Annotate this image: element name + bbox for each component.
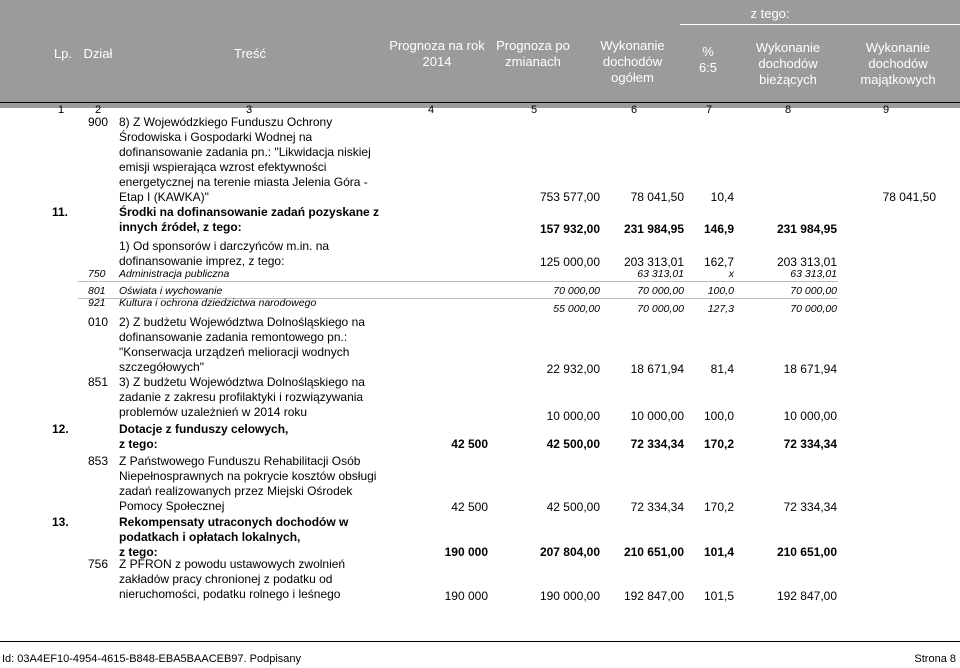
- row-756-biez: 192 847,00: [776, 589, 837, 603]
- row-853-prog-rok: 42 500: [451, 500, 488, 514]
- table-header: [0, 0, 960, 108]
- row-12-tresc: Dotacje z funduszy celowych, z tego:: [119, 422, 289, 451]
- col-number: 7: [706, 104, 713, 116]
- row-853-dzial: 853: [88, 454, 109, 468]
- header-pct: % 6:5: [698, 44, 718, 75]
- row-11-prog-po: 157 932,00: [539, 222, 600, 236]
- row-11a-prog-po: 125 000,00: [539, 255, 600, 269]
- row-801-pct: 100,0: [707, 285, 734, 297]
- footer-page-number: Strona 8: [914, 653, 956, 665]
- row-801-dzial: 801: [88, 285, 106, 297]
- row-010-prog-po: 22 932,00: [546, 362, 600, 376]
- row-11-pct: 146,9: [703, 222, 734, 236]
- row-12-prog-po: 42 500,00: [546, 437, 600, 451]
- header-bottom-line: [0, 102, 960, 103]
- col-number: 3: [246, 104, 253, 116]
- row-853-tresc: Z Państwowego Funduszu Rehabilitacji Osób Niepełnosprawnych na pokrycie kosztów obsługi zadań realizowanych przez Miejski Ośrodek Pomocy Społecznej: [119, 454, 377, 513]
- row-921-prog-po: 55 000,00: [553, 303, 600, 315]
- row-11a-wyk: 203 313,01: [623, 255, 684, 269]
- row-801-wyk: 70 000,00: [637, 285, 684, 297]
- row-851-pct: 100,0: [703, 409, 734, 423]
- header-z-tego: z tego:: [750, 6, 790, 21]
- row-921-biez: 70 000,00: [790, 303, 837, 315]
- page-footer: [0, 641, 960, 668]
- row-12-lp: 12.: [52, 422, 69, 436]
- row-13-prog-rok: 190 000: [444, 545, 488, 559]
- row-010-wyk: 18 671,94: [630, 362, 684, 376]
- row-921-pct: 127,3: [707, 303, 734, 315]
- row-750-wyk: 63 313,01: [637, 268, 684, 280]
- row-900-wyk: 78 041,50: [630, 190, 684, 204]
- col-number: 4: [428, 104, 435, 116]
- col-number: 2: [95, 104, 102, 116]
- row-12-pct: 170,2: [703, 437, 734, 451]
- row-900-tresc: 8) Z Wojewódzkiego Funduszu Ochrony Środowiska i Gospodarki Wodnej na dofinansowanie zadania pn.: "Likwidacja niskiej emisji wspierająca wzrost efektywności energetycznej na terenie miasta Jelenia Góra - Etap I (KAWKA)": [119, 115, 371, 204]
- row-853-biez: 72 334,34: [783, 500, 837, 514]
- row-756-pct: 101,5: [703, 589, 734, 603]
- row-851-prog-po: 10 000,00: [546, 409, 600, 423]
- row-010-tresc: 2) Z budżetu Województwa Dolnośląskiego na dofinansowanie zadania remontowego pn.: "Konserwacja urządzeń melioracji wodnych szczegółowych": [119, 315, 365, 374]
- row-11-tresc: Środki na dofinansowanie zadań pozyskane z innych źródeł, z tego:: [119, 205, 380, 234]
- row-11a-biez: 203 313,01: [776, 255, 837, 269]
- header-wykonanie: Wykonanie dochodów ogółem: [600, 38, 665, 85]
- row-900-dzial: 900: [88, 115, 109, 129]
- row-851-biez: 10 000,00: [783, 409, 837, 423]
- header-lp: Lp.: [53, 46, 73, 61]
- row-12-prog-rok: 42 500: [451, 437, 488, 451]
- col-number: 1: [58, 104, 65, 116]
- row-801-prog-po: 70 000,00: [553, 285, 600, 297]
- row-756-prog-po: 190 000,00: [539, 589, 600, 603]
- row-010-biez: 18 671,94: [783, 362, 837, 376]
- row-13-biez: 210 651,00: [776, 545, 837, 559]
- row-11-lp: 11.: [52, 205, 69, 219]
- row-756-tresc: Z PFRON z powodu ustawowych zwolnień zakładów pracy chronionej z podatku od nieruchomości, podatku rolnego i leśnego: [119, 557, 346, 601]
- row-756-wyk: 192 847,00: [623, 589, 684, 603]
- row-750-dzial: 750: [88, 268, 106, 280]
- row-801-tresc: Oświata i wychowanie: [119, 285, 223, 297]
- row-11a-tresc: 1) Od sponsorów i darczyńców m.in. na dofinansowanie imprez, z tego:: [119, 239, 330, 268]
- row-13-tresc: Rekompensaty utraconych dochodów w podatkach i opłatach lokalnych, z tego:: [119, 515, 349, 559]
- row-010-dzial: 010: [88, 315, 109, 329]
- row-921-wyk: 70 000,00: [637, 303, 684, 315]
- row-853-prog-po: 42 500,00: [546, 500, 600, 514]
- row-900-pct: 10,4: [710, 190, 734, 204]
- row-851-dzial: 851: [88, 375, 109, 389]
- header-biezace: Wykonanie dochodów bieżących: [755, 40, 821, 87]
- header-majatkowe: Wykonanie dochodów majątkowych: [860, 40, 936, 87]
- row-853-pct: 170,2: [703, 500, 734, 514]
- row-divider: [78, 281, 838, 282]
- col-number: 8: [785, 104, 792, 116]
- header-dzial: Dział: [83, 46, 113, 61]
- header-prognoza-rok: Prognoza na rok 2014: [389, 38, 485, 69]
- row-851-wyk: 10 000,00: [630, 409, 684, 423]
- row-12-biez: 72 334,34: [783, 437, 837, 451]
- header-tresc: Treść: [233, 46, 267, 61]
- row-900-prog-po: 753 577,00: [539, 190, 600, 204]
- row-801-biez: 70 000,00: [790, 285, 837, 297]
- col-number: 9: [883, 104, 890, 116]
- footer-document-id: Id: 03A4EF10-4954-4615-B848-EBA5BAACEB97. Podpisany: [2, 653, 302, 665]
- row-13-prog-po: 207 804,00: [539, 545, 600, 559]
- row-13-lp: 13.: [52, 515, 69, 529]
- row-11-biez: 231 984,95: [776, 222, 837, 236]
- header-subline: [680, 24, 960, 25]
- row-12-wyk: 72 334,34: [630, 437, 684, 451]
- col-number: 6: [631, 104, 638, 116]
- col-number: 5: [531, 104, 538, 116]
- row-750-tresc: Administracja publiczna: [119, 268, 230, 280]
- row-750-biez: 63 313,01: [790, 268, 837, 280]
- row-851-tresc: 3) Z budżetu Województwa Dolnośląskiego na zadanie z zakresu profilaktyki i rozwiązywania problemów uzależnień w 2014 roku: [119, 375, 365, 419]
- row-921-tresc: Kultura i ochrona dziedzictwa narodowego: [119, 297, 317, 309]
- row-13-wyk: 210 651,00: [623, 545, 684, 559]
- row-900-maj: 78 041,50: [882, 190, 936, 204]
- row-750-pct: x: [728, 268, 734, 280]
- header-prognoza-po: Prognoza po zmianach: [496, 38, 570, 69]
- row-11a-pct: 162,7: [703, 255, 734, 269]
- row-756-dzial: 756: [88, 557, 109, 571]
- row-11-wyk: 231 984,95: [623, 222, 684, 236]
- row-756-prog-rok: 190 000: [444, 589, 488, 603]
- row-921-dzial: 921: [88, 297, 106, 309]
- row-13-pct: 101,4: [703, 545, 734, 559]
- row-853-wyk: 72 334,34: [630, 500, 684, 514]
- row-010-pct: 81,4: [710, 362, 734, 376]
